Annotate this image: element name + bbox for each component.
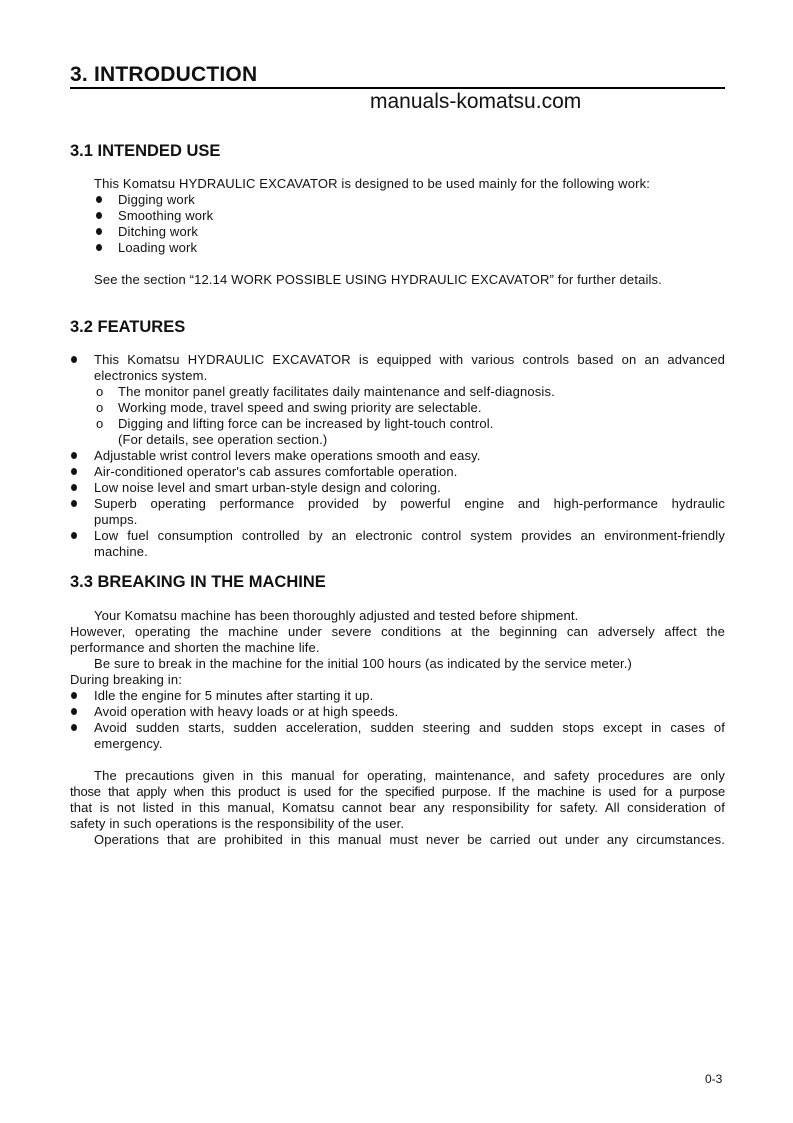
precautions-paragraph: those that apply when this product is used for the specified purpose. If the machine is used for a purpose (70, 784, 725, 799)
chapter-title: 3. INTRODUCTION (70, 63, 725, 89)
feature-subnote: (For details, see operation section.) (118, 432, 328, 447)
bullet-icon (96, 244, 102, 251)
breaking-in-item: Avoid sudden starts, sudden acceleration, sudden steering and sudden stops except in cases of (94, 720, 725, 735)
feature-item-line: pumps. (94, 512, 138, 527)
breaking-in-paragraph: Be sure to break in the machine for the initial 100 hours (as indicated by the service meter.) (94, 656, 632, 671)
list-item: Smoothing work (118, 208, 214, 223)
bullet-icon (71, 484, 77, 491)
bullet-icon (71, 452, 77, 459)
bullet-icon (96, 228, 102, 235)
section-title-breaking-in: 3.3 BREAKING IN THE MACHINE (70, 573, 326, 591)
bullet-icon (96, 212, 102, 219)
feature-item-line: This Komatsu HYDRAULIC EXCAVATOR is equipped with various controls based on an advanced (94, 352, 725, 367)
list-item: Loading work (118, 240, 198, 255)
feature-item-line: Low noise level and smart urban-style design and coloring. (94, 480, 441, 495)
precautions-paragraph: that is not listed in this manual, Komatsu cannot bear any responsibility for safety. All consideration of (70, 800, 725, 815)
feature-item-line: Superb operating performance provided by powerful engine and high-performance hydraulic (94, 496, 725, 511)
bullet-icon (71, 356, 77, 363)
feature-item-line: electronics system. (94, 368, 208, 383)
precautions-paragraph: The precautions given in this manual for operating, maintenance, and safety procedures are only (94, 768, 725, 783)
bullet-icon (71, 724, 77, 731)
feature-item-line: Air-conditioned operator's cab assures comfortable operation. (94, 464, 458, 479)
breaking-in-paragraph: During breaking in: (70, 672, 182, 687)
breaking-in-paragraph: However, operating the machine under severe conditions at the beginning can adversely affect the (70, 624, 725, 639)
page-number: 0-3 (705, 1072, 723, 1086)
breaking-in-paragraph: Your Komatsu machine has been thoroughly adjusted and tested before shipment. (94, 608, 579, 623)
prohibited-paragraph: Operations that are prohibited in this manual must never be carried out under any circumstances. (94, 832, 725, 847)
feature-item-line: machine. (94, 544, 148, 559)
feature-subitem: The monitor panel greatly facilitates daily maintenance and self-diagnosis. (118, 384, 555, 399)
feature-subitem: Working mode, travel speed and swing priority are selectable. (118, 400, 482, 415)
breaking-in-item: Idle the engine for 5 minutes after starting it up. (94, 688, 374, 703)
section-title-features: 3.2 FEATURES (70, 318, 186, 336)
bullet-icon (96, 196, 102, 203)
precautions-paragraph: safety in such operations is the responsibility of the user. (70, 816, 405, 831)
feature-item-line: Low fuel consumption controlled by an electronic control system provides an environment-friendly (94, 528, 725, 543)
list-item: Ditching work (118, 224, 198, 239)
bullet-icon (71, 532, 77, 539)
feature-item-line: Adjustable wrist control levers make operations smooth and easy. (94, 448, 481, 463)
bullet-icon (71, 468, 77, 475)
circle-bullet-icon: o (96, 400, 104, 415)
feature-subitem: Digging and lifting force can be increased by light-touch control. (118, 416, 494, 431)
intended-use-note: See the section “12.14 WORK POSSIBLE USING HYDRAULIC EXCAVATOR” for further details. (94, 272, 662, 287)
circle-bullet-icon: o (96, 384, 104, 399)
bullet-icon (71, 500, 77, 507)
intended-use-intro: This Komatsu HYDRAULIC EXCAVATOR is designed to be used mainly for the following work: (94, 176, 650, 191)
list-item: Digging work (118, 192, 195, 207)
section-title-intended-use: 3.1 INTENDED USE (70, 142, 221, 160)
breaking-in-item: emergency. (94, 736, 163, 751)
bullet-icon (71, 692, 77, 699)
breaking-in-item: Avoid operation with heavy loads or at high speeds. (94, 704, 399, 719)
bullet-icon (71, 708, 77, 715)
circle-bullet-icon: o (96, 416, 104, 431)
watermark-text: manuals-komatsu.com (370, 90, 582, 113)
breaking-in-paragraph: performance and shorten the machine life. (70, 640, 320, 655)
